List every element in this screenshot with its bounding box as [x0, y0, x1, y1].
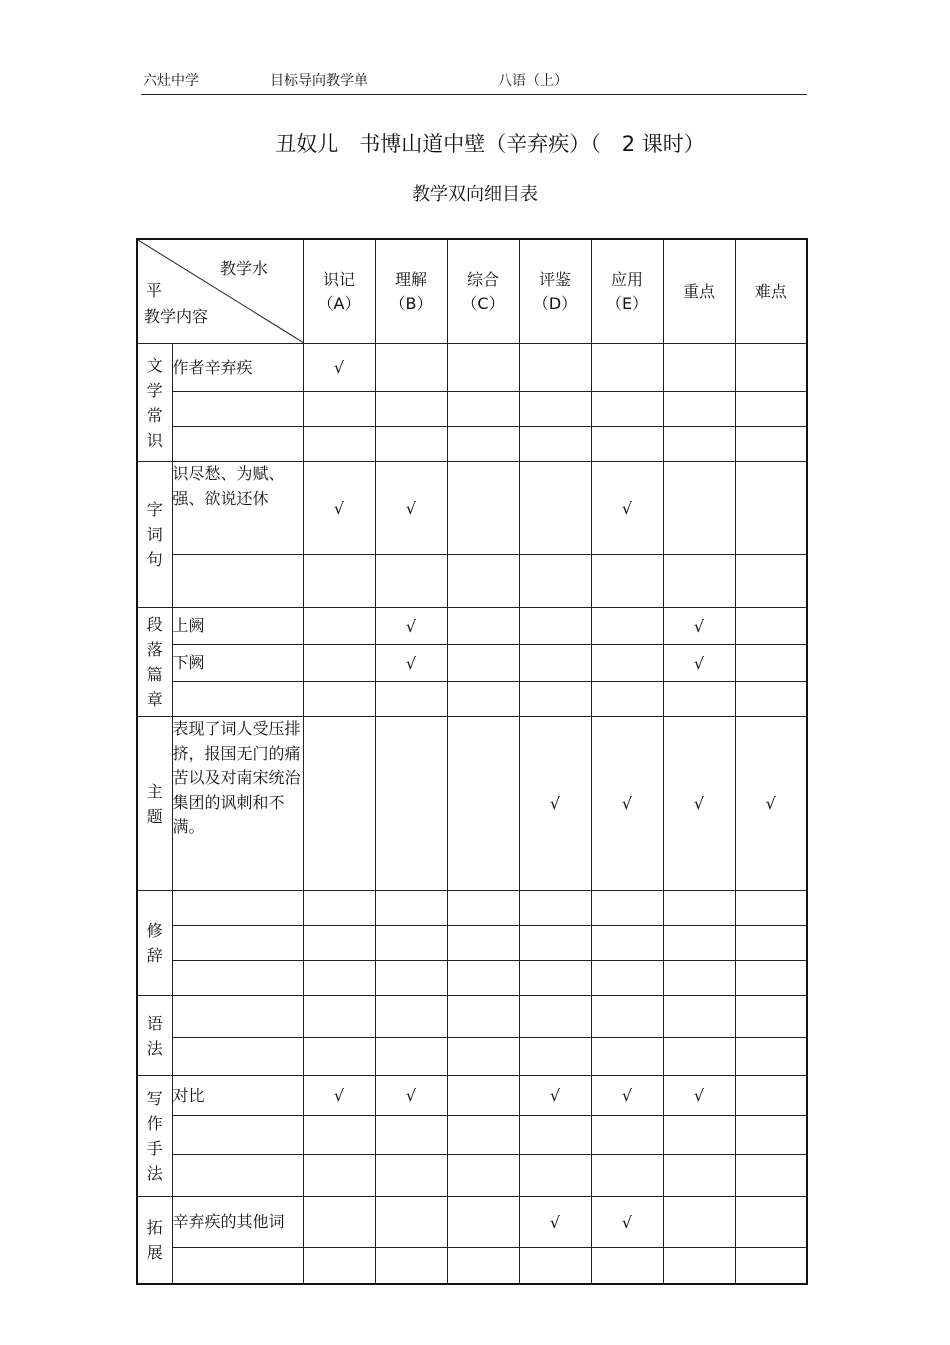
check-cell	[591, 717, 663, 891]
check-cell	[663, 1116, 735, 1155]
check-cell	[303, 555, 375, 608]
check-cell	[519, 608, 591, 645]
check-cell	[375, 462, 447, 555]
corner-bottom-label: 教学内容	[144, 307, 209, 326]
check-cell	[375, 645, 447, 682]
page-subtitle: 教学双向细目表	[412, 184, 538, 205]
table-row	[137, 555, 807, 608]
check-cell	[735, 926, 807, 961]
content-item	[172, 427, 303, 462]
table-row	[137, 891, 807, 926]
check-cell	[663, 427, 735, 462]
check-cell	[447, 1116, 519, 1155]
check-cell	[591, 392, 663, 427]
check-cell	[663, 1248, 735, 1284]
check-cell	[303, 1248, 375, 1284]
check-cell	[591, 682, 663, 717]
check-cell	[663, 961, 735, 996]
check-cell	[303, 891, 375, 926]
check-cell	[735, 344, 807, 392]
content-item	[172, 1248, 303, 1284]
teaching-objectives-table	[136, 238, 808, 1285]
check-cell	[735, 891, 807, 926]
check-cell	[663, 996, 735, 1038]
check-mark: √	[333, 358, 345, 377]
table-header-row	[137, 239, 807, 344]
check-cell	[663, 344, 735, 392]
check-cell	[519, 1197, 591, 1248]
check-cell	[375, 1197, 447, 1248]
col-header-recall: 识记 （A）	[303, 239, 375, 344]
content-item: 下阙	[172, 645, 303, 682]
check-cell	[519, 1038, 591, 1076]
check-cell	[375, 344, 447, 392]
check-cell	[735, 462, 807, 555]
check-cell	[447, 344, 519, 392]
table-row	[137, 717, 807, 891]
check-cell	[519, 682, 591, 717]
check-cell	[735, 427, 807, 462]
check-cell	[735, 392, 807, 427]
check-cell	[447, 682, 519, 717]
check-cell	[375, 392, 447, 427]
check-cell	[447, 462, 519, 555]
table-row	[137, 996, 807, 1038]
check-cell	[303, 645, 375, 682]
check-cell	[519, 392, 591, 427]
corner-middle-label: 平	[146, 281, 163, 300]
check-cell	[375, 996, 447, 1038]
check-cell	[447, 1248, 519, 1284]
check-cell	[591, 996, 663, 1038]
check-cell	[519, 891, 591, 926]
check-mark: √	[405, 498, 417, 518]
check-cell	[375, 1076, 447, 1116]
category-label: 段落篇章	[137, 608, 172, 717]
check-cell	[519, 462, 591, 555]
check-cell	[447, 961, 519, 996]
check-cell	[519, 961, 591, 996]
header-grade: 八语（上）	[498, 73, 568, 89]
check-cell	[519, 717, 591, 891]
content-item: 作者辛弃疾	[172, 344, 303, 392]
check-cell	[591, 608, 663, 645]
check-cell	[663, 1076, 735, 1116]
col-header-key-point: 重点	[663, 239, 735, 344]
check-mark: √	[405, 653, 417, 673]
check-cell	[663, 1197, 735, 1248]
check-cell	[447, 1197, 519, 1248]
check-cell	[519, 1116, 591, 1155]
check-cell	[519, 926, 591, 961]
category-label: 语法	[137, 996, 172, 1076]
check-cell	[375, 717, 447, 891]
check-cell	[375, 682, 447, 717]
check-mark: √	[621, 1086, 633, 1105]
table-row	[137, 1116, 807, 1155]
check-cell	[447, 608, 519, 645]
check-cell	[591, 462, 663, 555]
table-row	[137, 462, 807, 555]
table-row	[137, 682, 807, 717]
check-cell	[591, 926, 663, 961]
check-cell	[447, 1038, 519, 1076]
check-cell	[447, 555, 519, 608]
check-cell	[591, 1248, 663, 1284]
check-cell	[591, 1197, 663, 1248]
check-cell	[303, 427, 375, 462]
check-cell	[303, 717, 375, 891]
check-cell	[303, 996, 375, 1038]
check-mark: √	[333, 498, 345, 518]
check-cell	[375, 1155, 447, 1197]
check-cell	[663, 1155, 735, 1197]
content-item: 表现了词人受压排挤，报国无门的痛苦以及对南宋统治集团的讽刺和不满。	[172, 717, 303, 891]
check-cell	[375, 555, 447, 608]
check-cell	[519, 1248, 591, 1284]
check-cell	[519, 996, 591, 1038]
check-mark: √	[693, 653, 705, 673]
check-cell	[591, 555, 663, 608]
check-cell	[591, 1116, 663, 1155]
content-item	[172, 1038, 303, 1076]
check-mark: √	[765, 794, 776, 813]
content-item	[172, 555, 303, 608]
content-item	[172, 1116, 303, 1155]
check-mark: √	[621, 794, 633, 813]
table-row	[137, 926, 807, 961]
check-cell	[375, 1038, 447, 1076]
check-mark: √	[549, 794, 561, 813]
content-item: 对比	[172, 1076, 303, 1116]
check-cell	[735, 1197, 807, 1248]
check-cell	[591, 891, 663, 926]
content-item: 识尽愁、为赋、强、欲说还休	[172, 462, 303, 555]
check-mark: √	[549, 1212, 561, 1232]
check-mark: √	[693, 616, 705, 636]
table-row	[137, 344, 807, 392]
category-label: 写作手法	[137, 1076, 172, 1197]
header-doc-type: 目标导向教学单	[270, 73, 368, 89]
check-cell	[519, 344, 591, 392]
table-row	[137, 392, 807, 427]
check-cell	[519, 427, 591, 462]
col-header-understand: 理解 （B）	[375, 239, 447, 344]
category-label: 文学常识	[137, 344, 172, 462]
check-cell	[591, 645, 663, 682]
check-mark: √	[333, 1086, 345, 1105]
check-mark: √	[621, 1212, 633, 1232]
check-cell	[375, 961, 447, 996]
check-cell	[591, 1038, 663, 1076]
check-cell	[303, 1038, 375, 1076]
table-row	[137, 1197, 807, 1248]
check-cell	[663, 555, 735, 608]
check-cell	[447, 1155, 519, 1197]
check-cell	[519, 1076, 591, 1116]
content-item	[172, 961, 303, 996]
table-body	[137, 344, 807, 1284]
check-cell	[735, 608, 807, 645]
check-cell	[375, 891, 447, 926]
content-item	[172, 926, 303, 961]
check-cell	[735, 682, 807, 717]
diagonal-header-cell	[137, 239, 303, 344]
content-item	[172, 996, 303, 1038]
check-mark: √	[549, 1086, 561, 1105]
check-cell	[663, 1038, 735, 1076]
check-cell	[303, 1197, 375, 1248]
check-cell	[303, 1076, 375, 1116]
table-row	[137, 1248, 807, 1284]
page-title: 丑奴儿 书博山道中壁（辛弃疾）（ 2 课时）	[275, 132, 705, 156]
check-cell	[591, 1076, 663, 1116]
content-item	[172, 891, 303, 926]
col-header-evaluate: 评鉴 （D）	[519, 239, 591, 344]
check-cell	[303, 1155, 375, 1197]
col-header-synthesize: 综合 （C）	[447, 239, 519, 344]
check-mark: √	[693, 1086, 705, 1105]
table-row	[137, 645, 807, 682]
table-row	[137, 1076, 807, 1116]
category-label: 主题	[137, 717, 172, 891]
check-cell	[447, 1076, 519, 1116]
check-mark: √	[405, 1086, 417, 1105]
col-header-difficult-point: 难点	[735, 239, 807, 344]
col-header-apply: 应用 （E）	[591, 239, 663, 344]
check-cell	[303, 392, 375, 427]
check-cell	[519, 1155, 591, 1197]
header-rule	[141, 94, 807, 95]
check-cell	[303, 1116, 375, 1155]
check-cell	[735, 1116, 807, 1155]
check-mark: √	[621, 498, 633, 518]
category-label: 拓展	[137, 1197, 172, 1284]
check-mark: √	[405, 616, 417, 636]
check-cell	[375, 1116, 447, 1155]
check-cell	[447, 996, 519, 1038]
check-cell	[735, 1076, 807, 1116]
check-cell	[663, 717, 735, 891]
check-cell	[303, 608, 375, 645]
content-item: 辛弃疾的其他词	[172, 1197, 303, 1248]
check-cell	[447, 926, 519, 961]
check-cell	[735, 645, 807, 682]
category-label: 字词句	[137, 462, 172, 608]
check-cell	[447, 645, 519, 682]
check-cell	[663, 891, 735, 926]
check-cell	[735, 555, 807, 608]
check-cell	[663, 682, 735, 717]
content-item: 上阙	[172, 608, 303, 645]
content-item	[172, 1155, 303, 1197]
check-cell	[519, 555, 591, 608]
check-cell	[375, 1248, 447, 1284]
check-cell	[591, 1155, 663, 1197]
header-school: 六灶中学	[143, 73, 199, 89]
check-cell	[447, 717, 519, 891]
check-cell	[735, 961, 807, 996]
table-row	[137, 608, 807, 645]
check-mark: √	[693, 794, 705, 813]
check-cell	[591, 427, 663, 462]
check-cell	[663, 462, 735, 555]
table-row	[137, 1155, 807, 1197]
check-cell	[663, 645, 735, 682]
table-row	[137, 961, 807, 996]
check-cell	[735, 1038, 807, 1076]
check-cell	[591, 961, 663, 996]
check-cell	[303, 961, 375, 996]
check-cell	[303, 926, 375, 961]
check-cell	[375, 608, 447, 645]
check-cell	[519, 645, 591, 682]
check-cell	[447, 392, 519, 427]
content-item	[172, 682, 303, 717]
table-row	[137, 427, 807, 462]
table-row	[137, 1038, 807, 1076]
check-cell	[303, 344, 375, 392]
check-cell	[735, 1248, 807, 1284]
check-cell	[735, 1155, 807, 1197]
check-cell	[591, 344, 663, 392]
check-cell	[447, 891, 519, 926]
check-cell	[663, 392, 735, 427]
check-cell	[375, 926, 447, 961]
check-cell	[735, 996, 807, 1038]
check-cell	[663, 608, 735, 645]
check-cell	[447, 427, 519, 462]
corner-top-label: 教学水	[220, 259, 269, 278]
category-label: 修辞	[137, 891, 172, 996]
check-cell	[663, 926, 735, 961]
check-cell	[375, 427, 447, 462]
check-cell	[303, 462, 375, 555]
check-cell	[735, 717, 807, 891]
check-cell	[303, 682, 375, 717]
content-item	[172, 392, 303, 427]
